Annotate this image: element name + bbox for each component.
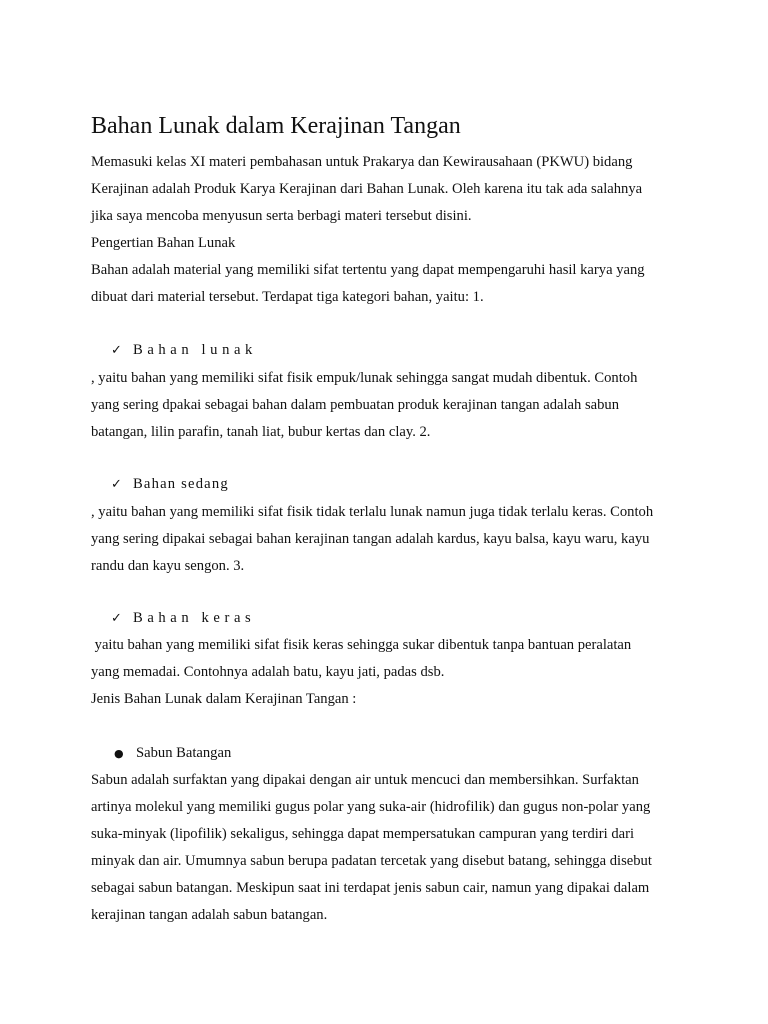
check-icon: ✓ <box>111 477 122 492</box>
category-desc-line: , yaitu bahan yang memiliki sifat fisik tidak terlalu lunak namun juga tidak terlalu keras. Contoh <box>91 504 654 520</box>
category-label: Bahan sedang <box>133 476 229 492</box>
category-desc-line: yaitu bahan yang memiliki sifat fisik keras sehingga sukar dibentuk tanpa bantuan peralatan <box>91 637 632 653</box>
heading-pengertian: Pengertian Bahan Lunak <box>91 235 236 251</box>
list-item-sabun-batangan <box>114 743 231 764</box>
category-label: Bahan lunak <box>133 342 257 358</box>
intro-line-1: Memasuki kelas XI materi pembahasan untuk Prakarya dan Kewirausahaan (PKWU) bidang <box>91 154 633 170</box>
category-desc-line: yang memadai. Contohnya adalah batu, kayu jati, padas dsb. <box>91 664 445 680</box>
page-title: Bahan Lunak dalam Kerajinan Tangan <box>91 113 461 139</box>
category-item-bahan-lunak <box>111 340 257 361</box>
category-item-bahan-sedang <box>111 474 229 495</box>
category-label: Bahan keras <box>133 610 256 626</box>
category-desc-line: yang sering dpakai sebagai bahan dalam pembuatan produk kerajinan tangan adalah sabun <box>91 397 620 413</box>
category-desc-line: , yaitu bahan yang memiliki sifat fisik empuk/lunak sehingga sangat mudah dibentuk. Contoh <box>91 370 638 386</box>
bullet-icon: ● <box>114 747 124 760</box>
intro-line-2: Kerajinan adalah Produk Karya Kerajinan dari Bahan Lunak. Oleh karena itu tak ada salahnya <box>91 181 643 197</box>
category-item-bahan-keras <box>111 608 255 629</box>
check-icon: ✓ <box>111 611 122 626</box>
pengertian-line-1: Bahan adalah material yang memiliki sifat tertentu yang dapat mempengaruhi hasil karya yang <box>91 262 645 278</box>
pengertian-line-2: dibuat dari material tersebut. Terdapat tiga kategori bahan, yaitu: 1. <box>91 289 484 305</box>
sabun-desc-line: minyak dan air. Umumnya sabun berupa padatan tercetak yang disebut batang, sehingga disebut <box>91 853 652 869</box>
sabun-desc-line: artinya molekul yang memiliki gugus polar yang suka-air (hidrofilik) dan gugus non-polar yang <box>91 799 651 815</box>
intro-line-3: jika saya mencoba menyusun serta berbagi materi tersebut disini. <box>91 208 472 224</box>
sabun-desc-line: Sabun adalah surfaktan yang dipakai dengan air untuk mencuci dan membersihkan. Surfaktan <box>91 772 639 788</box>
check-icon: ✓ <box>111 343 122 358</box>
sabun-desc-line: kerajinan tangan adalah sabun batangan. <box>91 907 328 923</box>
sabun-desc-line: sebagai sabun batangan. Meskipun saat ini terdapat jenis sabun cair, namun yang dipakai dalam <box>91 880 650 896</box>
category-desc-line: yang sering dipakai sebagai bahan kerajinan tangan adalah kardus, kayu balsa, kayu waru, kayu <box>91 531 650 547</box>
sabun-desc-line: suka-minyak (lipofilik) sekaligus, sehingga dapat mempersatukan campuran yang terdiri dari <box>91 826 635 842</box>
heading-jenis: Jenis Bahan Lunak dalam Kerajinan Tangan : <box>91 691 357 707</box>
category-desc-line: randu dan kayu sengon. 3. <box>91 558 245 574</box>
category-desc-line: batangan, lilin parafin, tanah liat, bubur kertas dan clay. 2. <box>91 424 431 440</box>
list-item-label: Sabun Batangan <box>136 745 232 761</box>
